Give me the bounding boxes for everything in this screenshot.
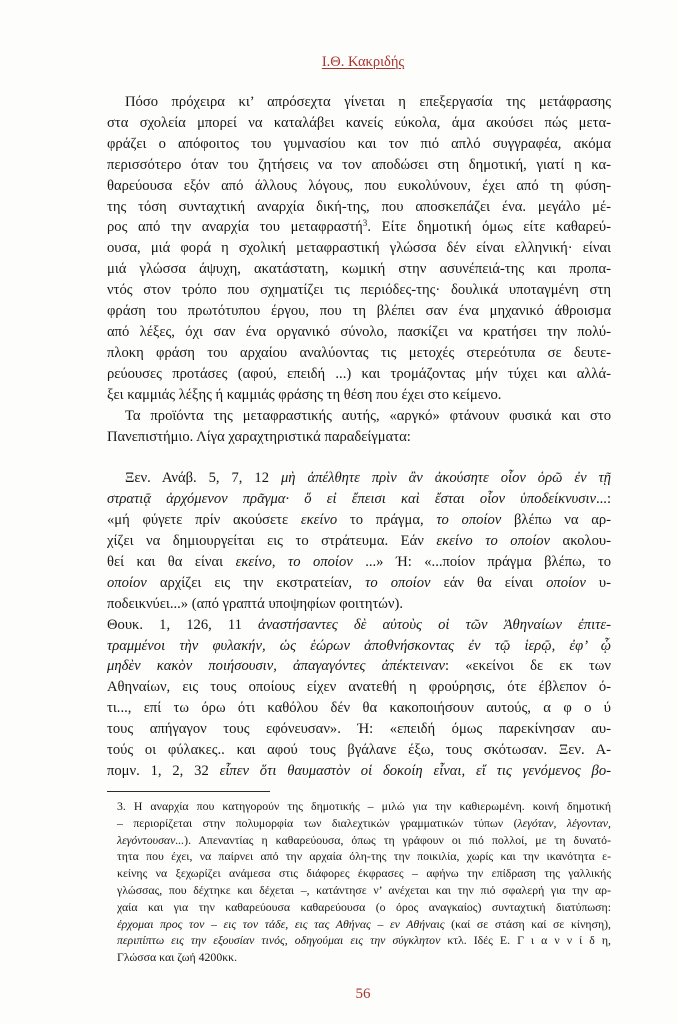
text-run: μιά γλώσσα άψυχη, ακατάστατη, κωμική στην ασυνέπειά-της και προπα-	[107, 261, 611, 278]
text-run: κτλ. Ιδές Ε. Γ ι α ν ν ί δ η,	[440, 933, 611, 948]
text-line	[107, 573, 611, 594]
text-run: της τόση συνταχτική αναρχία δική-της, που αποσκεπάζει ένα. μεγάλο μέ-	[107, 198, 611, 215]
text-line	[107, 531, 611, 552]
text-line	[117, 899, 611, 916]
text-line	[107, 719, 611, 740]
text-line	[107, 594, 611, 615]
italic-run: εκείνο το οποίον	[436, 533, 551, 550]
text-line	[117, 882, 611, 899]
text-line	[107, 740, 611, 761]
text-run: θαρεύουσα εξόν από άλλους λόγους, που ευκολύνουν, έχει από τη φύση-	[107, 177, 611, 194]
text-run: στα σχολεία μπορεί να καταλάβει κανείς εύκολα, άμα ακούσει πώς μετα-	[107, 114, 611, 131]
text-run: . Είτε δημοτική όμως είτε καθαρεύ-	[367, 219, 611, 236]
text-run: «μή φύγετε πρίν ακούσετε	[107, 512, 301, 529]
text-line	[107, 134, 611, 155]
text-run: Ξεν. Ανάβ. 5, 7, 12	[125, 470, 281, 487]
text-line	[107, 217, 611, 238]
text-run: εάν θα είναι	[430, 574, 547, 591]
italic-run: λεγόντουσαν...	[117, 832, 185, 847]
text-line	[107, 301, 611, 322]
footnote-reference: 3	[362, 218, 368, 229]
body-text	[107, 92, 611, 782]
text-run: από λέξες, όχι σαν ένα οργανικό σύνολο, πασκίζει να κρατήσει την πολύ-	[107, 323, 611, 340]
text-line	[107, 259, 611, 280]
italic-run: το οποίον	[365, 574, 431, 591]
italic-run: οποίον	[107, 574, 147, 591]
text-line	[117, 815, 611, 832]
italic-run: στρατιᾷ ἀρχόμενον πρᾶγμα· ὅ εἰ ἔπεισι καὶ ἔσται οἷον ὑποδείκνυσιν	[107, 491, 596, 508]
text-line	[107, 92, 611, 113]
italic-run: έρχομαι προς τον – εις τον τάδε, εις τας Αθήνας – εν Αθήναις	[117, 916, 445, 931]
text-line	[107, 113, 611, 134]
text-line	[117, 865, 611, 882]
text-run: ). Απεναντίας η καθαρεύουσα, όπως τη γράφουν οι πιό πολλοί, με τη δυνατό-	[184, 832, 611, 847]
text-line	[107, 343, 611, 364]
footnote	[117, 798, 611, 966]
text-line	[117, 848, 611, 865]
text-run: γλώσσας, που δέχτηκε και δέχεται –, κατάντησε ν’ ανέχεται και την πιό σφαλερή για την αρ-	[117, 882, 611, 897]
running-head	[110, 53, 616, 71]
text-line	[107, 406, 611, 427]
text-run: τι..., επί τω όρω ότι καθόλου δέν θα κακοποιήσουν αυτούς, α φ ο ύ	[107, 700, 611, 717]
italic-run: περιπίπτω εις την εξουσίαν τινός, οδηγούμαι εις την σύγκλητον	[117, 933, 441, 948]
italic-run: μηδὲν κακὸν ποιήσουσιν, ἀπαγαγόντες ἀπέκτειναν	[107, 658, 446, 675]
text-run: Θουκ. 1, 126, 11	[107, 616, 259, 633]
text-line	[107, 656, 611, 677]
text-run: 3. Η αναρχία που κατηγορούν της δημοτικής – μιλώ για την καθιερωμένη. κοινή δημοτική	[117, 799, 611, 813]
text-run: ποδεικνύει...» (από γραπτά υποψηφίων φοιτητών).	[107, 595, 404, 612]
text-run: υ-	[585, 574, 611, 591]
text-run: : «εκείνοι δε εκ των	[445, 658, 611, 675]
text-run: Πόσο πρόχειρα κι’ απρόσεχτα γίνεται η επεξεργασία της μετάφρασης	[125, 94, 611, 110]
text-run: ρος από την αναρχία του μεταφραστή	[107, 219, 363, 236]
text-run: πλοκη φράση του αρχαίου αναλύοντας τις μετοχές στερεότυπα σε δευτε-	[107, 344, 611, 361]
text-line	[107, 197, 611, 218]
text-run: ξει καμμιάς λέξης ή καμμιάς φράσης τη θέση που έχει στο κείμενο.	[107, 386, 502, 403]
text-line	[107, 510, 611, 531]
text-line	[117, 916, 611, 933]
text-line	[107, 698, 611, 719]
example-paragraph	[107, 468, 611, 614]
text-line	[107, 322, 611, 343]
text-run: χίζει να δημιουργείται εις το στράτευμα. Εάν	[107, 533, 437, 550]
text-line	[107, 677, 611, 698]
italic-run: οποίον	[546, 574, 586, 591]
text-run: περισσότερο όταν του ζητήσεις να τον αποδώσει στη δημοτική, γιατί η κα-	[107, 156, 611, 173]
text-run: ...» Ή: «...ποίον πράγμα βλέπω, το	[352, 553, 612, 570]
italic-run: το οποίον	[436, 512, 502, 529]
text-line	[107, 489, 611, 510]
footnote-divider	[107, 791, 270, 792]
text-run: ντός στον τρόπο που σχηματίζει τις περιόδες-της· δουλικά υποταγμένη στη	[107, 282, 611, 299]
text-line	[117, 949, 611, 966]
text-run: Τα προϊόντα της μεταφραστικής αυτής, «αργκό» φτάνουν φυσικά και στο	[125, 407, 611, 424]
paragraph	[107, 406, 611, 448]
italic-run: μὴ ἀπέλθητε πρὶν ἂν ἀκούσητε οἷον ὁρῶ ἐν τῇ	[280, 470, 611, 487]
text-run: ρεύουσες προτάσες (αφού, επειδή ...) και τρομάζοντας μήν τύχει και αλλά-	[107, 365, 611, 382]
text-line	[107, 176, 611, 197]
text-line	[107, 385, 611, 406]
text-line	[107, 615, 611, 636]
text-run: ακολου-	[550, 533, 611, 550]
text-line	[107, 552, 611, 573]
running-head-text: Ι.Θ. Κακριδής	[321, 54, 405, 70]
text-line	[107, 636, 611, 657]
text-run: Γλώσσα και ζωή 4200κκ.	[117, 950, 238, 965]
text-run: ,	[271, 553, 289, 570]
text-run: (καί σε στάση καί σε κίνηση),	[444, 916, 611, 931]
text-line	[117, 932, 611, 949]
italic-run: εκείνο	[300, 512, 338, 529]
text-run: βλέπω να αρ-	[501, 512, 611, 529]
italic-run: εκείνο	[235, 553, 272, 570]
text-line	[107, 427, 611, 448]
text-run: πομν. 1, 2, 32	[107, 762, 220, 779]
text-line	[107, 364, 611, 385]
text-line	[117, 798, 611, 815]
text-run: θεί και θα είναι	[107, 553, 236, 570]
example-paragraph	[107, 615, 611, 782]
text-line	[107, 280, 611, 301]
italic-run: ἀναστήσαντες δὲ αὐτοὺς οἱ τῶν Ἀθηναίων ἐπιτε-	[258, 616, 611, 633]
italic-run: το οποίον	[288, 553, 353, 570]
text-run: χαία και για την καθαρεύουσα καθαρεύουσα (ο όρος αναγκαίος) συνταχτική διατύπωση:	[117, 899, 611, 914]
text-line	[107, 468, 611, 489]
italic-run: εἶπεν ὅτι θαυμαστὸν οἱ δοκοίη εἶναι, εἴ τις γενόμενος βο-	[219, 762, 611, 779]
text-run: κείνης να ξεχωρίζει ανάμεσα στις διάφορες έκφρασες – αφήνω την επίδραση της γαλλικής	[117, 866, 611, 881]
text-line	[107, 238, 611, 259]
text-run: Πανεπιστήμιο. Λίγα χαραχτηριστικά παραδείγματα:	[107, 428, 411, 445]
paragraph	[107, 92, 611, 406]
italic-run: τραμμένοι τὴν φυλακήν, ὡς ἑώρων ἀποθνήσκοντας ἐν τῷ ἱερῷ, ἐφ’ ᾧ	[107, 637, 611, 654]
text-run: φράση του πρωτότυπου έργου, που τη βλέπει σαν ένα μηχανικό άθροισμα	[107, 303, 611, 320]
page-number: 56	[355, 986, 371, 1002]
text-run: το πράγμα,	[337, 512, 437, 529]
italic-run: λεγόταν, λέγονταν,	[517, 815, 611, 830]
text-run: ...:	[596, 491, 611, 508]
text-run: – περιορίζεται στην πολυμορφία των διαλεχτικών γραμματικών τύπων (	[117, 815, 518, 830]
text-run: τους απήγαγον τους εφόνευσαν». Ή: «επειδή όμως παρεκίνησαν αυ-	[107, 721, 611, 738]
text-run: αρχίζει εις την εκστρατείαν,	[146, 574, 366, 591]
text-line	[117, 832, 611, 849]
text-line	[107, 761, 611, 782]
text-run: φράζει ο απόφοιτος του γυμνασίου και τον πιό απλό συγγραφέα, ακόμα	[107, 135, 611, 152]
text-run: τούς οι φύλακες.. και αφού τους βγάλανε έξω, τους σκότωσαν. Ξεν. Α-	[107, 742, 611, 759]
text-run: Αθηναίων, εις τους οποίους είχεν ανατεθή η φρούρησις, ότε έβλεπον ό-	[107, 679, 611, 696]
text-line	[107, 155, 611, 176]
text-run: ουσα, μιά φορά η σχολική μεταφραστική γλώσσα δέν είναι ελληνική· είναι	[107, 240, 611, 257]
text-run: τητα που έχει, να παίρνει από την αρχαία όλη-της την ποικιλία, χωρίς και την ικανότητα ε-	[117, 849, 611, 864]
